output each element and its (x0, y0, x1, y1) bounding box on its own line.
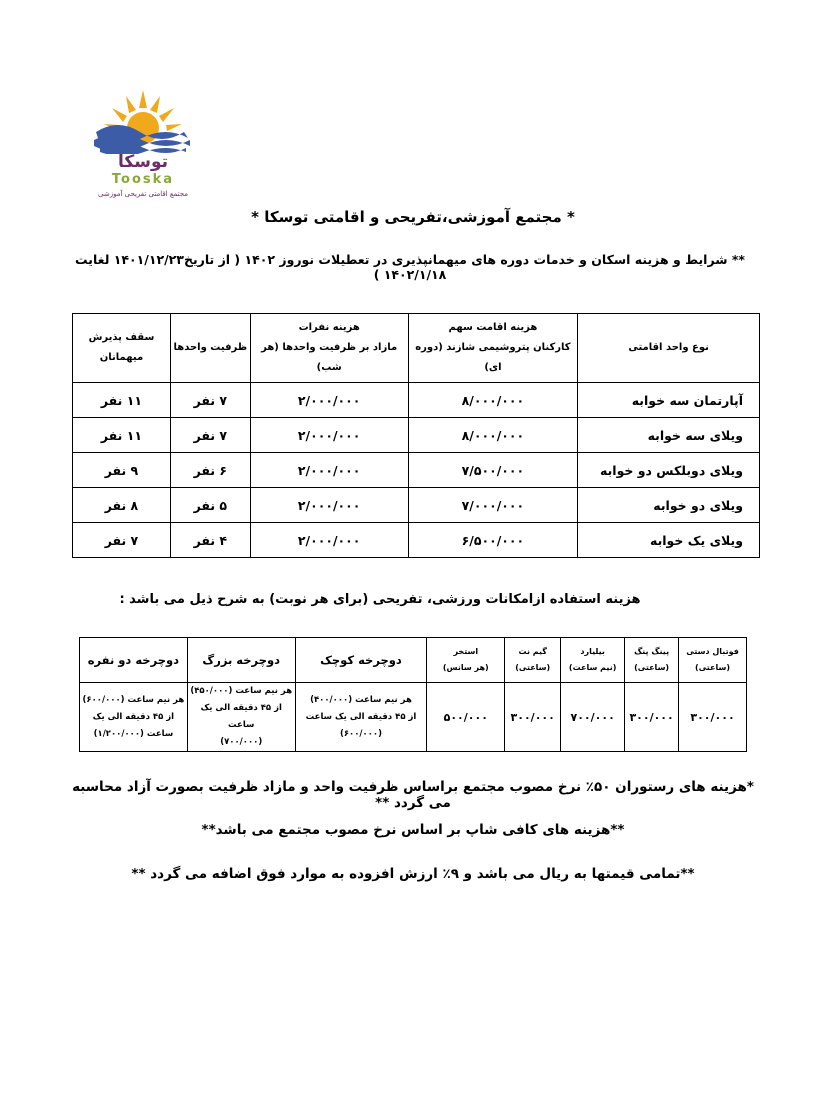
max-guests-cell: ۷ نفر (73, 523, 171, 558)
header-unit-type: نوع واحد اقامتی (578, 314, 760, 383)
tandem-bike-fee: هر نیم ساعت (۶۰۰/۰۰۰) از ۴۵ دقیقه الی یک ساعت (۱/۲۰۰/۰۰۰) (80, 683, 188, 752)
header-max-guests: سقف پذیرش میهمانان (73, 314, 171, 383)
tooska-logo (88, 88, 198, 206)
accommodation-table (72, 313, 760, 558)
coffee-shop-note: **هزینه های کافی شاپ بر اساس نرخ مصوب مجتمع می باشد** (201, 822, 625, 838)
header-foosball: فوتبال دستی (ساعتی) (679, 638, 747, 683)
capacity-cell: ۷ نفر (170, 383, 250, 418)
logo-latin-name: Tooska (111, 172, 175, 187)
billiards-fee: ۷۰۰/۰۰۰ (561, 683, 625, 752)
sports-values-row (80, 683, 747, 752)
currency-vat-note: **تمامی قیمتها به ریال می باشد و ۹٪ ارزش افزوده به موارد فوق اضافه می گردد ** (131, 866, 695, 882)
logo-persian-name: توسکا (117, 152, 169, 172)
unit-type-cell: ویلای یک خوابه (578, 523, 760, 558)
max-guests-cell: ۱۱ نفر (73, 418, 171, 453)
sports-fees-table (79, 637, 747, 752)
table-header-row (73, 314, 760, 383)
person-cost-cell: ۲/۰۰۰/۰۰۰ (250, 453, 408, 488)
header-share-cost: هزینه اقامت سهم کارکنان پتروشیمی شازند (دوره ای) (408, 314, 578, 383)
header-capacity: ظرفیت واحدها (170, 314, 250, 383)
person-cost-cell: ۲/۰۰۰/۰۰۰ (250, 418, 408, 453)
table-row (73, 418, 760, 453)
share-cost-cell: ۷/۰۰۰/۰۰۰ (408, 488, 578, 523)
pool-fee: ۵۰۰/۰۰۰ (427, 683, 505, 752)
capacity-cell: ۵ نفر (170, 488, 250, 523)
header-small-bike: دوچرخه کوچک (295, 638, 427, 683)
person-cost-cell: ۲/۰۰۰/۰۰۰ (250, 383, 408, 418)
ping-pong-fee: ۳۰۰/۰۰۰ (625, 683, 679, 752)
unit-type-cell: ویلای دو خوابه (578, 488, 760, 523)
capacity-cell: ۷ نفر (170, 418, 250, 453)
game-net-fee: ۳۰۰/۰۰۰ (505, 683, 561, 752)
sports-section-heading: هزینه استفاده ازامکانات ورزشی، تفریحی (برای هر نوبت) به شرح ذیل می باشد : (119, 592, 641, 607)
capacity-cell: ۶ نفر (170, 453, 250, 488)
header-billiards: بیلیارد (نیم ساعت) (561, 638, 625, 683)
sports-header-row (80, 638, 747, 683)
table-row (73, 488, 760, 523)
page-subtitle: ** شرایط و هزینه اسکان و خدمات دوره های میهمانپذیری در تعطیلات نوروز ۱۴۰۲ ( از تاریخ۱۴۰۱/۱۲/۲۳ لغایت ۱۴۰۲/۱/۱۸ ) (75, 252, 745, 282)
header-ping-pong: پینگ پنگ (ساعتی) (625, 638, 679, 683)
large-bike-fee: هر نیم ساعت (۴۵۰/۰۰۰) از ۴۵ دقیقه الی یک ساعت (۷۰۰/۰۰۰) (187, 683, 295, 752)
unit-type-cell: آپارتمان سه خوابه (578, 383, 760, 418)
table-row (73, 383, 760, 418)
person-cost-cell: ۲/۰۰۰/۰۰۰ (250, 488, 408, 523)
person-cost-cell: ۲/۰۰۰/۰۰۰ (250, 523, 408, 558)
unit-type-cell: ویلای دوبلکس دو خوابه (578, 453, 760, 488)
table-row (73, 523, 760, 558)
header-tandem-bike: دوچرخه دو نفره (80, 638, 188, 683)
sun-wave-emblem (88, 88, 198, 154)
share-cost-cell: ۸/۰۰۰/۰۰۰ (408, 383, 578, 418)
table-row (73, 453, 760, 488)
foosball-fee: ۳۰۰/۰۰۰ (679, 683, 747, 752)
header-person-cost: هزینه نفرات مازاد بر ظرفیت واحدها (هر شب) (250, 314, 408, 383)
header-game-net: گیم نت (ساعتی) (505, 638, 561, 683)
logo-subtitle: مجتمع اقامتی تفریحی آموزشی (98, 190, 188, 198)
header-pool: استخر (هر سانس) (427, 638, 505, 683)
capacity-cell: ۴ نفر (170, 523, 250, 558)
page-title: * مجتمع آموزشی،تفریحی و اقامتی توسکا * (251, 208, 575, 226)
unit-type-cell: ویلای سه خوابه (578, 418, 760, 453)
share-cost-cell: ۸/۰۰۰/۰۰۰ (408, 418, 578, 453)
max-guests-cell: ۸ نفر (73, 488, 171, 523)
small-bike-fee: هر نیم ساعت (۴۰۰/۰۰۰) از ۴۵ دقیقه الی یک ساعت (۶۰۰/۰۰۰) (295, 683, 427, 752)
restaurant-note: *هزینه های رستوران ۵۰٪ نرخ مصوب مجتمع براساس ظرفیت واحد و مازاد ظرفیت بصورت آزاد محاسبه می گردد ** (72, 779, 754, 811)
header-large-bike: دوچرخه بزرگ (187, 638, 295, 683)
max-guests-cell: ۱۱ نفر (73, 383, 171, 418)
max-guests-cell: ۹ نفر (73, 453, 171, 488)
share-cost-cell: ۷/۵۰۰/۰۰۰ (408, 453, 578, 488)
share-cost-cell: ۶/۵۰۰/۰۰۰ (408, 523, 578, 558)
